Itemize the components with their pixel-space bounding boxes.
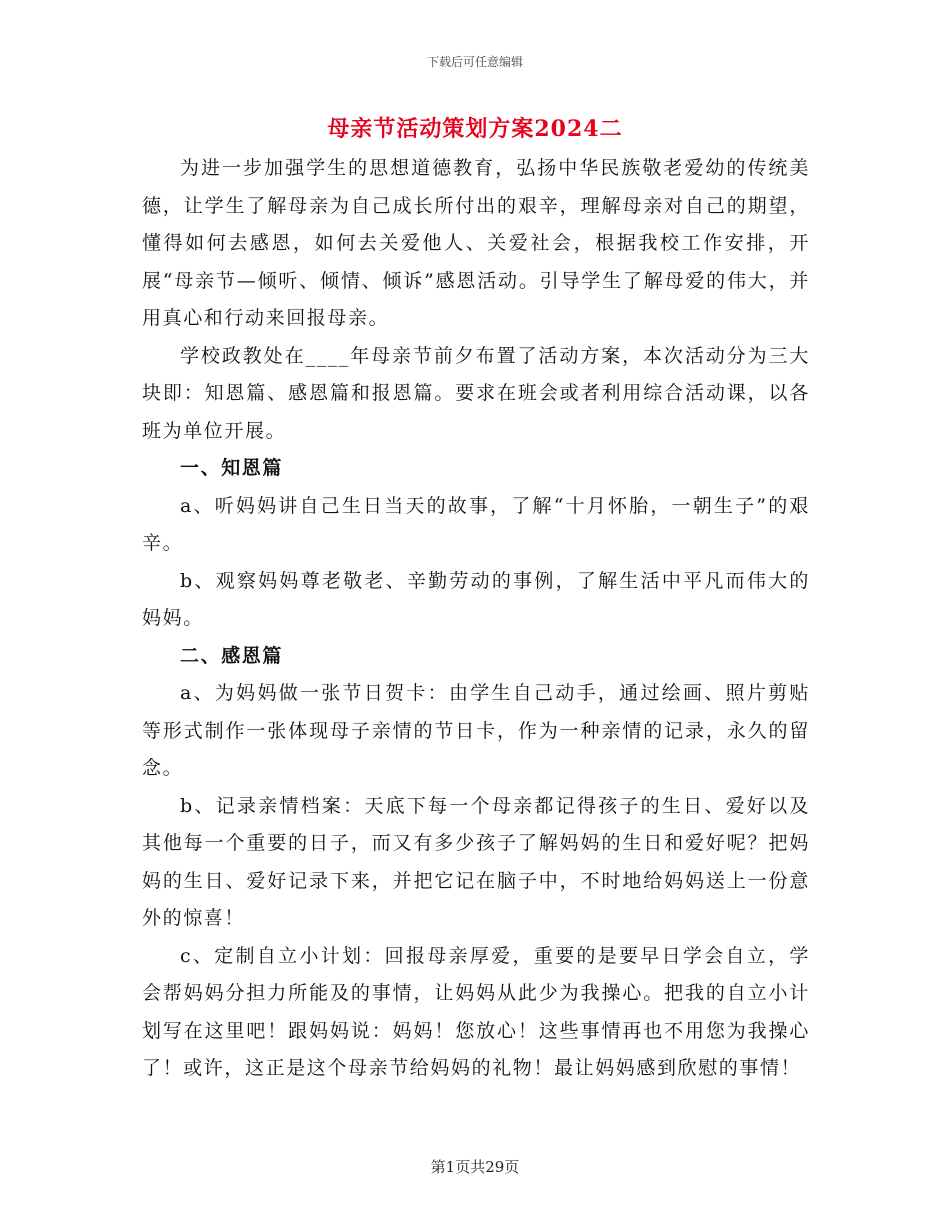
list-item: a、听妈妈讲自己生日当天的故事，了解“十月怀胎，一朝生子”的艰辛。 [142,494,810,554]
page-number: 第1页共29页 [430,1158,520,1176]
section-heading-ganen: 二、感恩篇 [180,644,284,667]
list-item: b、记录亲情档案：天底下每一个母亲都记得孩子的生日、爱好以及其他每一个重要的日子，而又有多少孩子了解妈妈的生日和爱好呢？把妈妈的生日、爱好记录下来，并把它记在脑子中，不时地给妈妈送上一份意外的惊喜！ [142,794,810,929]
paragraph-arrangement: 学校政教处在____年母亲节前夕布置了活动方案，本次活动分为三大块即：知恩篇、感恩篇和报恩篇。要求在班会或者利用综合活动课，以各班为单位开展。 [142,344,810,442]
document-body [142,150,810,1088]
document-title: 母亲节活动策划方案2024二 [327,116,623,142]
paragraph-intro: 为进一步加强学生的思想道德教育，弘扬中华民族敬老爱幼的传统美德，让学生了解母亲为自己成长所付出的艰辛，理解母亲对自己的期望，懂得如何去感恩，如何去关爱他人、关爱社会，根据我校工作安排，开展“母亲节—倾听、倾情、倾诉”感恩活动。引导学生了解母爱的伟大，并用真心和行动来回报母亲。 [142,157,810,329]
header-note: 下载后可任意编辑 [426,55,523,69]
list-item: a、为妈妈做一张节日贺卡：由学生自己动手，通过绘画、照片剪贴等形式制作一张体现母子亲情的节日卡，作为一种亲情的记录，永久的留念。 [142,682,810,779]
section-heading-zhien: 一、知恩篇 [180,457,284,479]
list-item: c、定制自立小计划：回报母亲厚爱，重要的是要早日学会自立，学会帮妈妈分担力所能及的事情，让妈妈从此少为我操心。把我的自立小计划写在这里吧！跟妈妈说：妈妈！您放心！这些事情再也不用您为我操心了！或许，这正是这个母亲节给妈妈的礼物！最让妈妈感到欣慰的事情！ [142,944,810,1079]
list-item: b、观察妈妈尊老敬老、辛勤劳动的事例，了解生活中平凡而伟大的妈妈。 [142,569,810,629]
